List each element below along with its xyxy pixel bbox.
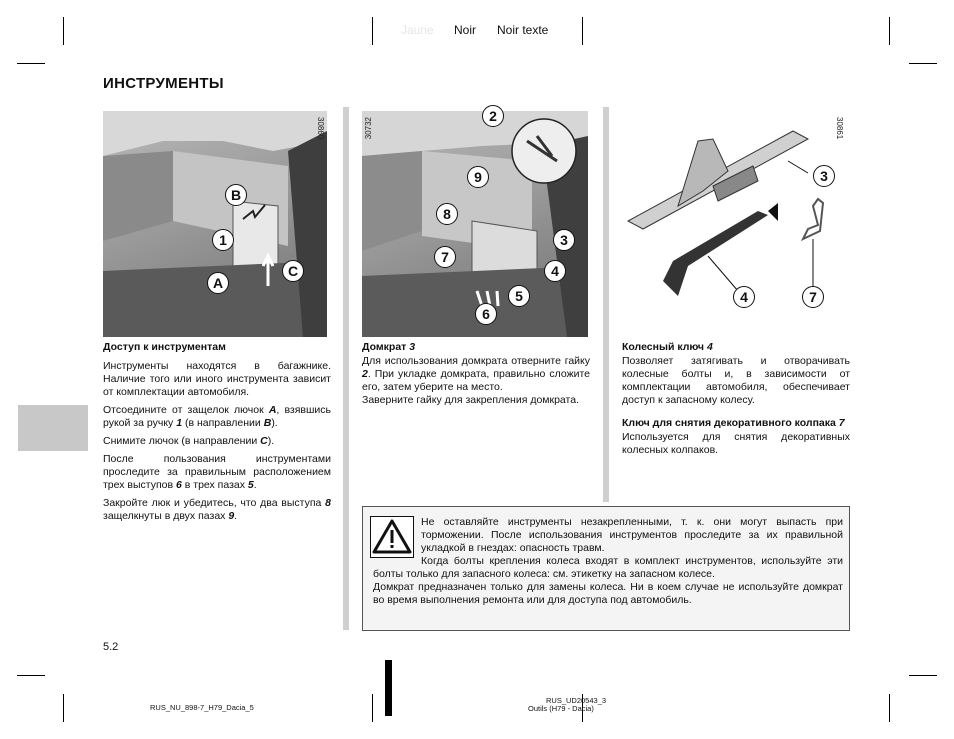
crop-mark: [17, 63, 45, 64]
callout-2: 2: [482, 105, 504, 127]
callout-6: 6: [475, 303, 497, 325]
callout-1: 1: [212, 229, 234, 251]
callout-3-tools: 3: [813, 165, 835, 187]
color-label-jaune: Jaune: [401, 23, 434, 37]
crop-mark: [17, 675, 45, 676]
color-label-noir: Noir: [454, 23, 477, 37]
column-2-text: [362, 341, 590, 412]
paragraph: Позволяет затягивать и отворачивать колесные болты и, в зависимости от комплектации автомобиля, обеспечивает доступ к запасному колесу.: [622, 355, 850, 406]
warning-text: [373, 516, 843, 607]
center-crop-mark: [372, 17, 373, 45]
color-label-noir-texte: Noir texte: [497, 23, 549, 37]
chapter-tab: [18, 405, 88, 451]
callout-c: C: [282, 260, 304, 282]
warning-box: [362, 506, 850, 631]
column-divider: [343, 107, 349, 630]
crop-mark: [889, 17, 890, 45]
crop-mark: [63, 17, 64, 45]
paragraph: Инструменты находятся в багажнике. Наличие того или иного инструмента зависит от комплектации автомобиля.: [103, 360, 331, 398]
section-heading-jack: Домкрат 3: [362, 341, 416, 353]
column-1-text: [103, 341, 331, 528]
section-heading-access: Доступ к инструментам: [103, 341, 226, 353]
callout-8: 8: [436, 203, 458, 225]
page-number: 5.2: [103, 641, 119, 653]
callout-5: 5: [508, 285, 530, 307]
jack-storage-photo: [362, 111, 588, 337]
warning-paragraph: Не оставляйте инструменты незакрепленными, т. к. они могут выпасть при торможении. После использования инструментов проследите за их правильной укладкой в гнездах: опасность травм.: [421, 516, 843, 554]
section-heading-hubcap-key: Ключ для снятия декоративного колпака 7: [622, 417, 845, 429]
registration-bar: [385, 660, 392, 716]
center-crop-mark: [372, 694, 373, 722]
paragraph: Для использования домкрата отверните гайку 2. При укладке домкрата, правильно сложите его, затем уберите на место.: [362, 355, 590, 393]
callout-3: 3: [553, 229, 575, 251]
crop-mark: [889, 694, 890, 722]
jack-storage-illustration: [362, 111, 588, 337]
callout-4-tools: 4: [733, 286, 755, 308]
paragraph: Закройте люк и убедитесь, что два выступа 8 защелкнуты в двух пазах 9.: [103, 497, 331, 522]
warning-paragraph: Домкрат предназначен только для замены колеса. Ни в коем случае не используйте домкрат во время выполнения ремонта или для доступа под автомобиль.: [373, 581, 843, 606]
paragraph: Снимите лючок (в направлении C).: [103, 435, 275, 447]
figure-code: 30732: [364, 117, 373, 140]
footer-right-line1: RUS_UD20543_3: [546, 696, 607, 705]
callout-b: B: [225, 184, 247, 206]
center-crop-mark: [582, 17, 583, 45]
trunk-photo: [103, 111, 327, 337]
paragraph: Отсоедините от защелок лючок A, взявшись рукой за ручку 1 (в направлении B).: [103, 404, 331, 429]
paragraph: Используется для снятия декоративных колесных колпаков.: [622, 431, 850, 456]
section-heading-wheel-wrench: Колесный ключ 4: [622, 341, 713, 353]
callout-7: 7: [434, 246, 456, 268]
warning-paragraph: Когда болты крепления колеса входят в комплект инструментов, используйте эти болты только для запасного колеса: см. этикетку на запасном колесе.: [373, 555, 843, 580]
callout-4: 4: [544, 260, 566, 282]
trunk-illustration: [103, 111, 327, 337]
footer-left: RUS_NU_898-7_H79_Dacia_5: [150, 703, 254, 712]
paragraph: Заверните гайку для закрепления домкрата.: [362, 394, 579, 406]
crop-mark: [63, 694, 64, 722]
column-3-text: [622, 341, 850, 462]
column-divider: [603, 107, 609, 502]
figure-code: 30861: [835, 117, 844, 140]
page-title: ИНСТРУМЕНТЫ: [103, 75, 224, 92]
callout-7-tools: 7: [802, 286, 824, 308]
footer-right-line2: Outils (H79 - Dacia): [528, 704, 594, 713]
paragraph: После пользования инструментами проследите за правильным расположением трех выступов 6 в трех пазах 5.: [103, 453, 331, 491]
callout-9: 9: [467, 166, 489, 188]
callout-a: A: [207, 272, 229, 294]
figure-code: 30860: [316, 117, 325, 140]
crop-mark: [909, 675, 937, 676]
crop-mark: [909, 63, 937, 64]
